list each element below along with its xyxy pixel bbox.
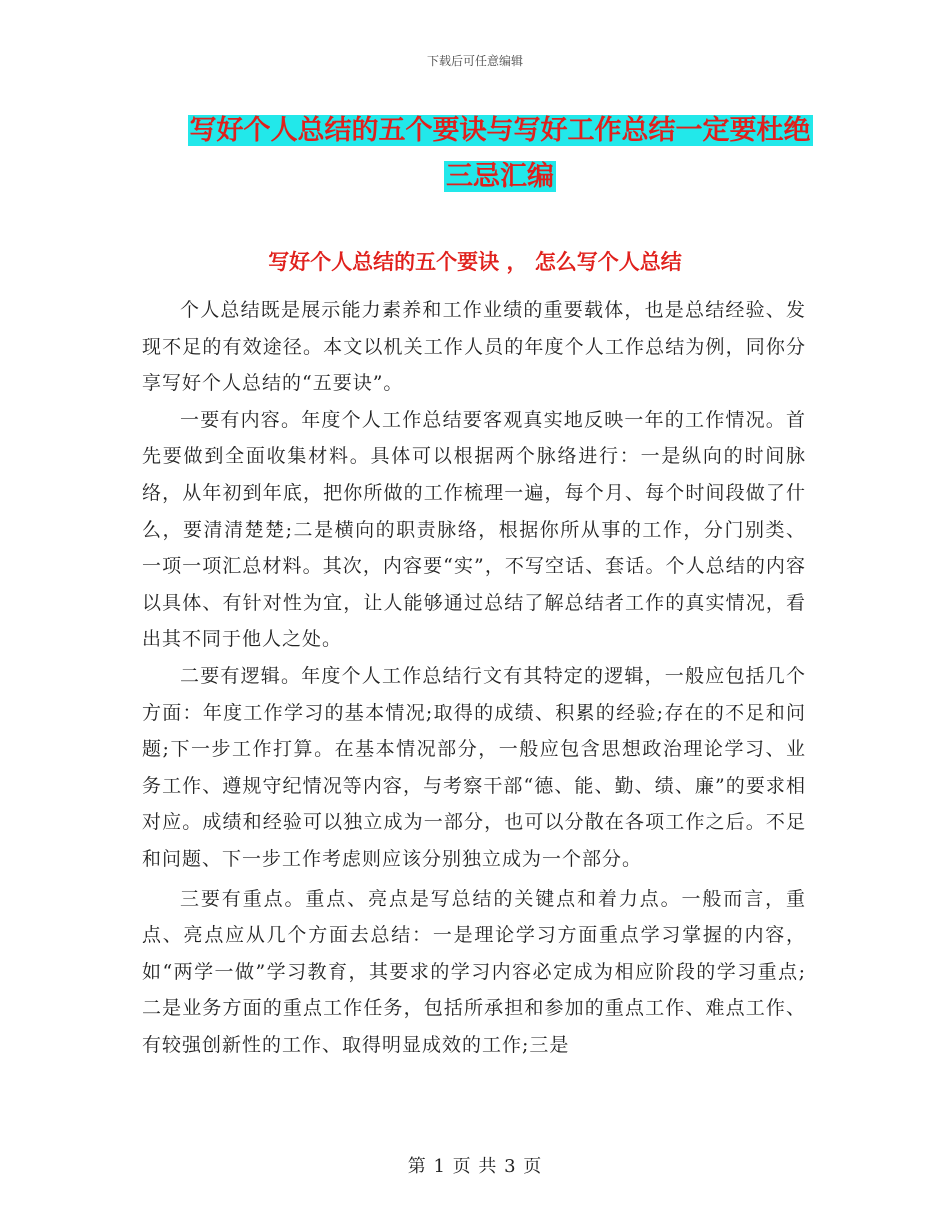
- paragraph-focus: 三要有重点。重点、亮点是写总结的关键点和着力点。一般而言，重点、亮点应从几个方面去总结：一是理论学习方面重点学习掌握的内容，如“两学一做”学习教育，其要求的学习内容必定成为相应阶段的学习重点;二是业务方面的重点工作任务，包括所承担和参加的重点工作、难点工作、有较强创新性的工作、取得明显成效的工作;三是: [142, 887, 806, 1056]
- paragraph-logic: 二要有逻辑。年度个人工作总结行文有其特定的逻辑，一般应包括几个方面：年度工作学习的基本情况;取得的成绩、积累的经验;存在的不足和问题;下一步工作打算。在基本情况部分，一般应包含思想政治理论学习、业务工作、遵规守纪情况等内容，与考察干部“德、能、勤、绩、廉”的要求相对应。成绩和经验可以独立成为一部分，也可以分散在各项工作之后。不足和问题、下一步工作考虑则应该分别独立成为一个部分。: [142, 664, 806, 870]
- body-text: [142, 292, 806, 1063]
- page-header-note: 下载后可任意编辑: [426, 54, 523, 68]
- document-title-line-1: 写好个人总结的五个要诀与写好工作总结一定要杜绝: [189, 115, 811, 146]
- paragraph-intro: 个人总结既是展示能力素养和工作业绩的重要载体，也是总结经验、发现不足的有效途径。本文以机关工作人员的年度个人工作总结为例，同你分享写好个人总结的“五要诀”。: [142, 299, 806, 395]
- page-number: 第 1 页 共 3 页: [407, 1156, 543, 1177]
- paragraph-content: 一要有内容。年度个人工作总结要客观真实地反映一年的工作情况。首先要做到全面收集材料。具体可以根据两个脉络进行：一是纵向的时间脉络，从年初到年底，把你所做的工作梳理一遍，每个月、每个时间段做了什么，要清清楚楚;二是横向的职责脉络，根据你所从事的工作，分门别类、一项一项汇总材料。其次，内容要“实”，不写空话、套话。个人总结的内容以具体、有针对性为宜，让人能够通过总结了解总结者工作的真实情况，看出其不同于他人之处。: [142, 408, 806, 651]
- document-title-line-2: 三忌汇编: [446, 161, 554, 192]
- document-title: [120, 108, 880, 200]
- section-subtitle: 写好个人总结的五个要诀 ， 怎么写个人总结: [268, 250, 682, 274]
